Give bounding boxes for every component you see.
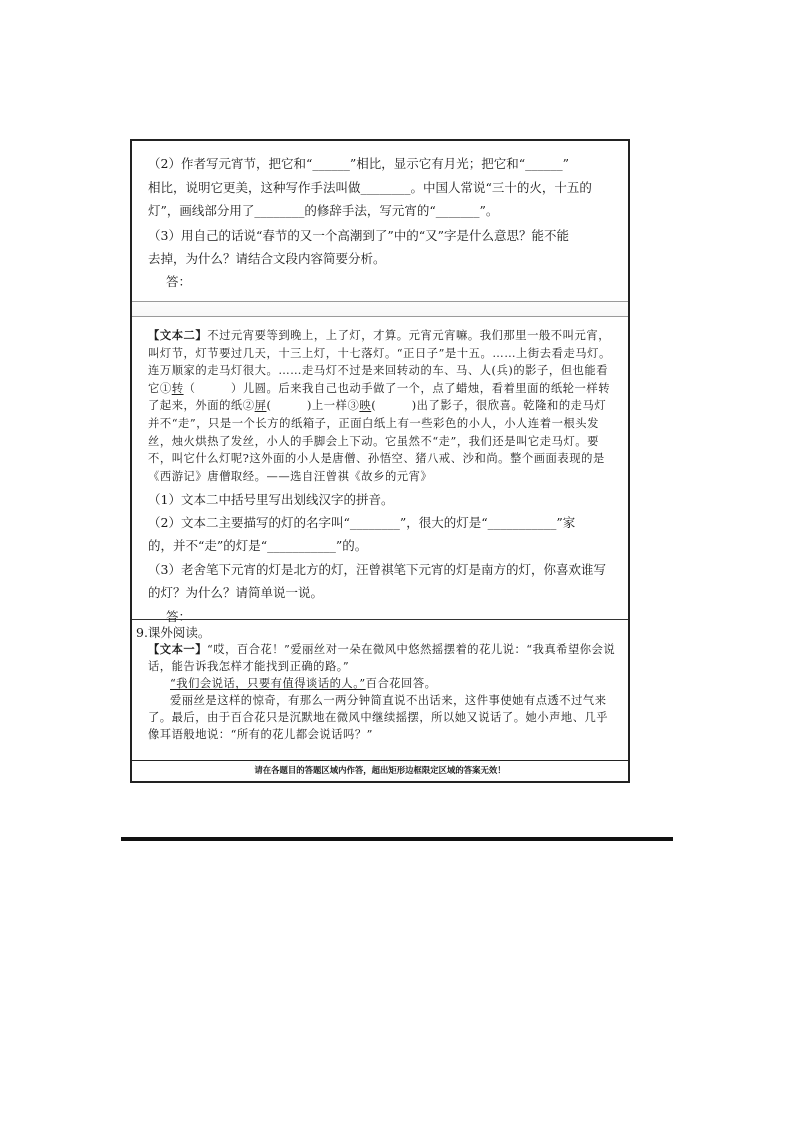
pinyin-blank-2[interactable]: ( ) xyxy=(266,399,312,413)
underlined-word-3: 映 xyxy=(359,399,372,413)
answer-area-notice: 请在各题目的答题区域内作答，超出矩形边框限定区域的答案无效！ xyxy=(132,760,628,780)
q2-line-2: 相比，说明它更美，这种写作手法叫做________。中国人常说“三十的火，十五的 xyxy=(148,180,592,195)
extra-reading-passage xyxy=(148,641,618,743)
para-2-rest: 百合花回答。 xyxy=(365,677,437,690)
extra-reading-section xyxy=(132,623,628,763)
answer-label-1: 答： xyxy=(166,274,192,289)
passage-part-4: 出了影子，很欣喜。乾隆和的走马灯并不“走”，只是一个长方的纸箱子，正面白纸上有一些彩色的小人，小人连着一根头发丝，烛火烘热了发丝，小人的手脚会上下动。它虽然不“走”，我们还是叫它走马灯。要不，叫它什么灯呢?这外面的小人是唐僧、孙悟空、猪八戒、沙和尚。整个画面表现的是《西游记》唐僧取经。——选自汪曾祺《故乡的元宵》 xyxy=(148,399,607,483)
page-break-strip xyxy=(132,301,628,317)
q2-line-3: 灯”，画线部分用了________的修辞手法，写元宵的“_______”。 xyxy=(148,203,499,218)
q3-line-1: （3）用自己的话说“春节的又一个高潮到了”中的“又”字是什么意思？能不能 xyxy=(148,228,570,243)
text-two-q2-line-1: （2）文本二主要描写的灯的名字叫“________”，很大的灯是“___________”家 xyxy=(148,515,576,530)
pinyin-blank-1[interactable]: （ ） xyxy=(183,381,243,395)
text-two-q3-line-2: 的灯？为什么？请简单说一说。 xyxy=(148,585,324,600)
underlined-word-2: 屏 xyxy=(254,399,267,413)
passage-part-1: 不过元宵要等到晚上，上了灯，才算。元宵元宵嘛。我们那里一般不叫元宵，叫灯节，灯节要过几天，十三上灯，十七落灯。“正日子”是十五。……上街去看走马灯。连万顺家的走马灯很大。……走马灯不过是来回转动的车、马、人(兵)的影子，但也能看它① xyxy=(148,329,611,395)
q3-line-2: 去掉，为什么？请结合文段内容简要分析。 xyxy=(148,251,386,266)
text-two-q2-line-2: 的，并不“走”的灯是“___________”的。 xyxy=(148,538,368,553)
question-section-1 xyxy=(132,141,628,301)
answer-sheet-card xyxy=(130,139,630,783)
text-two-passage xyxy=(148,327,616,485)
para-2-underlined: “我们会说话，只要有值得谈话的人。” xyxy=(170,677,366,690)
underlined-word-1: 转 xyxy=(171,381,184,395)
passage-part-2: 儿圆。后来我自己也动手做了一个，点了蜡烛，看着里面的纸轮一样转了起来，外面的纸② xyxy=(148,381,611,413)
text-one-tag: 【文本一】 xyxy=(148,642,207,656)
text-two-q1: （1）文本二中括号里写出划线汉字的拼音。 xyxy=(148,492,394,507)
para-1: “哎，百合花！”爱丽丝对一朵在微风中悠然摇摆着的花儿说：“我真希望你会说话，能告诉我怎样才能找到正确的路。” xyxy=(148,643,616,673)
text-two-tag: 【文本二】 xyxy=(148,328,208,342)
text-two-q3-line-1: （3）老舍笔下元宵的灯是北方的灯，汪曾祺笔下元宵的灯是南方的灯，你喜欢谁写 xyxy=(148,562,606,577)
passage-part-3: 上一样③ xyxy=(311,399,360,413)
q2-line-1: （2）作者写元宵节，把它和“______”相比，显示它有月光；把它和“______” xyxy=(148,156,570,171)
para-3: 爱丽丝是这样的惊奇，有那么一两分钟简直说不出话来，这件事使她有点透不过气来了。最后，由于百合花只是沉默地在微风中继续摇摆，所以她又说话了。她小声地、几乎像耳语般地说：“所有的花儿都会说话吗？” xyxy=(148,694,609,741)
horizontal-rule xyxy=(121,837,673,841)
text-two-section xyxy=(132,317,628,624)
section-divider xyxy=(132,619,628,620)
pinyin-blank-3[interactable]: ( ) xyxy=(371,399,417,413)
extra-reading-title: 9.课外阅读。 xyxy=(136,625,211,640)
answer-label-2: 答： xyxy=(166,609,192,624)
